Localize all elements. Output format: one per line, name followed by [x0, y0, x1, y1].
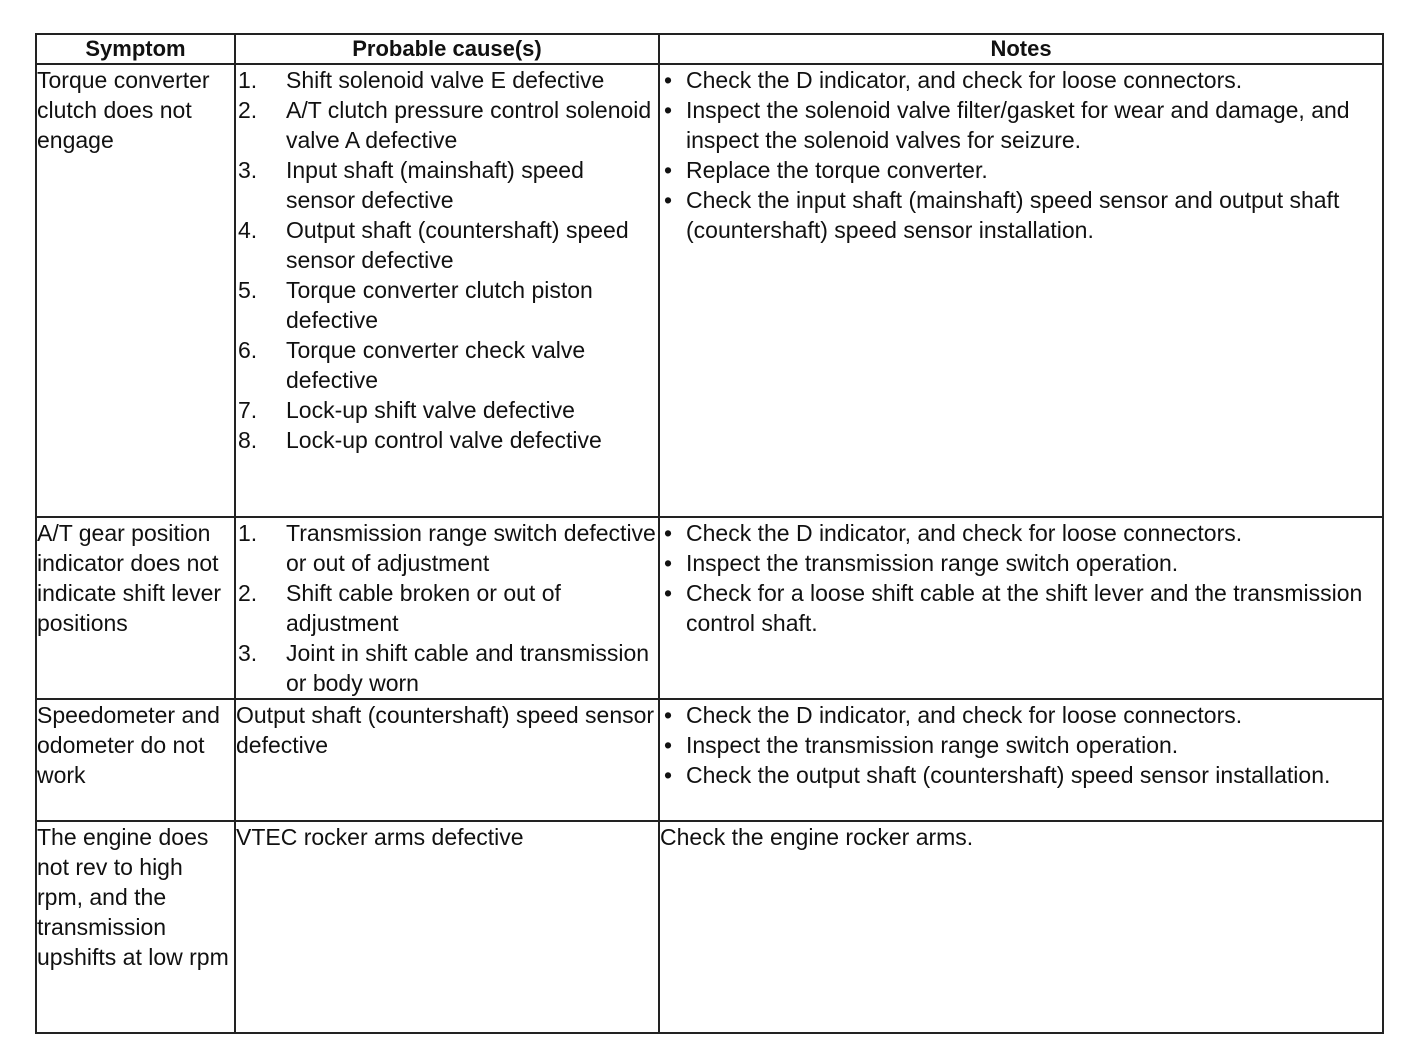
- bullet-glyph: •: [664, 702, 673, 728]
- cause-number: 4.: [238, 217, 258, 243]
- notes-list: [660, 700, 1382, 790]
- notes-list: [660, 65, 1382, 245]
- cause-text: Output shaft (countershaft) speed sensor defective: [286, 217, 629, 273]
- notes-cell: [659, 699, 1383, 821]
- note-text: Inspect the transmission range switch operation.: [686, 732, 1179, 758]
- cause-number: 7.: [238, 397, 258, 423]
- cause-item: [236, 215, 658, 275]
- symptom-cell: The engine does not rev to high rpm, and the transmission upshifts at low rpm: [36, 821, 235, 1033]
- cause-text: Torque converter check valve defective: [286, 337, 586, 393]
- bullet-glyph: •: [664, 550, 673, 576]
- notes-cell: Check the engine rocker arms.: [659, 821, 1383, 1033]
- note-item: [660, 155, 1382, 185]
- cause-text: Lock-up control valve defective: [286, 427, 602, 453]
- symptom-cell: Speedometer and odometer do not work: [36, 699, 235, 821]
- note-text: Check for a loose shift cable at the shift lever and the transmission control shaft.: [686, 580, 1363, 636]
- cause-text: Transmission range switch defective or out of adjustment: [286, 520, 656, 576]
- cause-text: Joint in shift cable and transmission or body worn: [286, 640, 650, 696]
- cause-number: 1.: [238, 67, 258, 93]
- table-row: [36, 64, 1383, 517]
- note-item: [660, 185, 1382, 245]
- symptom-cell: Torque converter clutch does not engage: [36, 64, 235, 517]
- cause-text: Torque converter clutch piston defective: [286, 277, 593, 333]
- cause-text: Shift solenoid valve E defective: [286, 67, 605, 93]
- header-probable-causes: Probable cause(s): [235, 34, 659, 64]
- note-text: Check the D indicator, and check for loose connectors.: [686, 702, 1243, 728]
- bullet-glyph: •: [664, 187, 673, 213]
- cause-item: [236, 395, 658, 425]
- note-item: [660, 578, 1382, 638]
- note-item: [660, 730, 1382, 760]
- diagnosis-table: [35, 33, 1384, 1034]
- note-text: Check the D indicator, and check for loose connectors.: [686, 67, 1243, 93]
- cause-cell: [235, 517, 659, 699]
- cause-number: 6.: [238, 337, 258, 363]
- cause-item: [236, 335, 658, 395]
- cause-text: Lock-up shift valve defective: [286, 397, 575, 423]
- cause-text: A/T clutch pressure control solenoid valve A defective: [286, 97, 652, 153]
- bullet-glyph: •: [664, 762, 673, 788]
- note-text: Check the input shaft (mainshaft) speed sensor and output shaft (countershaft) speed sensor installation.: [686, 187, 1340, 243]
- table-row: [36, 517, 1383, 699]
- cause-list: [236, 518, 658, 698]
- cause-cell: VTEC rocker arms defective: [235, 821, 659, 1033]
- cause-number: 8.: [238, 427, 258, 453]
- cause-text: Shift cable broken or out of adjustment: [286, 580, 561, 636]
- bullet-glyph: •: [664, 157, 673, 183]
- cause-item: [236, 155, 658, 215]
- cause-number: 1.: [238, 520, 258, 546]
- header-notes: Notes: [659, 34, 1383, 64]
- note-text: Check the D indicator, and check for loose connectors.: [686, 520, 1243, 546]
- note-item: [660, 518, 1382, 548]
- cause-number: 2.: [238, 580, 258, 606]
- cause-item: [236, 275, 658, 335]
- bullet-glyph: •: [664, 67, 673, 93]
- note-text: Replace the torque converter.: [686, 157, 988, 183]
- note-text: Inspect the transmission range switch operation.: [686, 550, 1179, 576]
- cause-number: 3.: [238, 157, 258, 183]
- cause-number: 5.: [238, 277, 258, 303]
- bullet-glyph: •: [664, 580, 673, 606]
- note-item: [660, 95, 1382, 155]
- note-item: [660, 65, 1382, 95]
- cause-item: [236, 65, 658, 95]
- notes-list: [660, 518, 1382, 638]
- symptom-cell: A/T gear position indicator does not indicate shift lever positions: [36, 517, 235, 699]
- header-row: [36, 34, 1383, 64]
- table-row: [36, 699, 1383, 821]
- notes-cell: [659, 517, 1383, 699]
- notes-cell: [659, 64, 1383, 517]
- note-item: [660, 700, 1382, 730]
- table-row: [36, 821, 1383, 1033]
- note-text: Check the output shaft (countershaft) speed sensor installation.: [686, 762, 1331, 788]
- note-item: [660, 548, 1382, 578]
- bullet-glyph: •: [664, 732, 673, 758]
- cause-item: [236, 95, 658, 155]
- cause-item: [236, 578, 658, 638]
- note-item: [660, 760, 1382, 790]
- cause-cell: Output shaft (countershaft) speed sensor defective: [235, 699, 659, 821]
- cause-text: Input shaft (mainshaft) speed sensor defective: [286, 157, 584, 213]
- cause-item: [236, 638, 658, 698]
- note-text: Inspect the solenoid valve filter/gasket for wear and damage, and inspect the solenoid valves for seizure.: [686, 97, 1350, 153]
- bullet-glyph: •: [664, 520, 673, 546]
- header-symptom: Symptom: [36, 34, 235, 64]
- cause-list: [236, 65, 658, 455]
- bullet-glyph: •: [664, 97, 673, 123]
- cause-number: 3.: [238, 640, 258, 666]
- cause-item: [236, 425, 658, 455]
- cause-item: [236, 518, 658, 578]
- cause-number: 2.: [238, 97, 258, 123]
- cause-cell: [235, 64, 659, 517]
